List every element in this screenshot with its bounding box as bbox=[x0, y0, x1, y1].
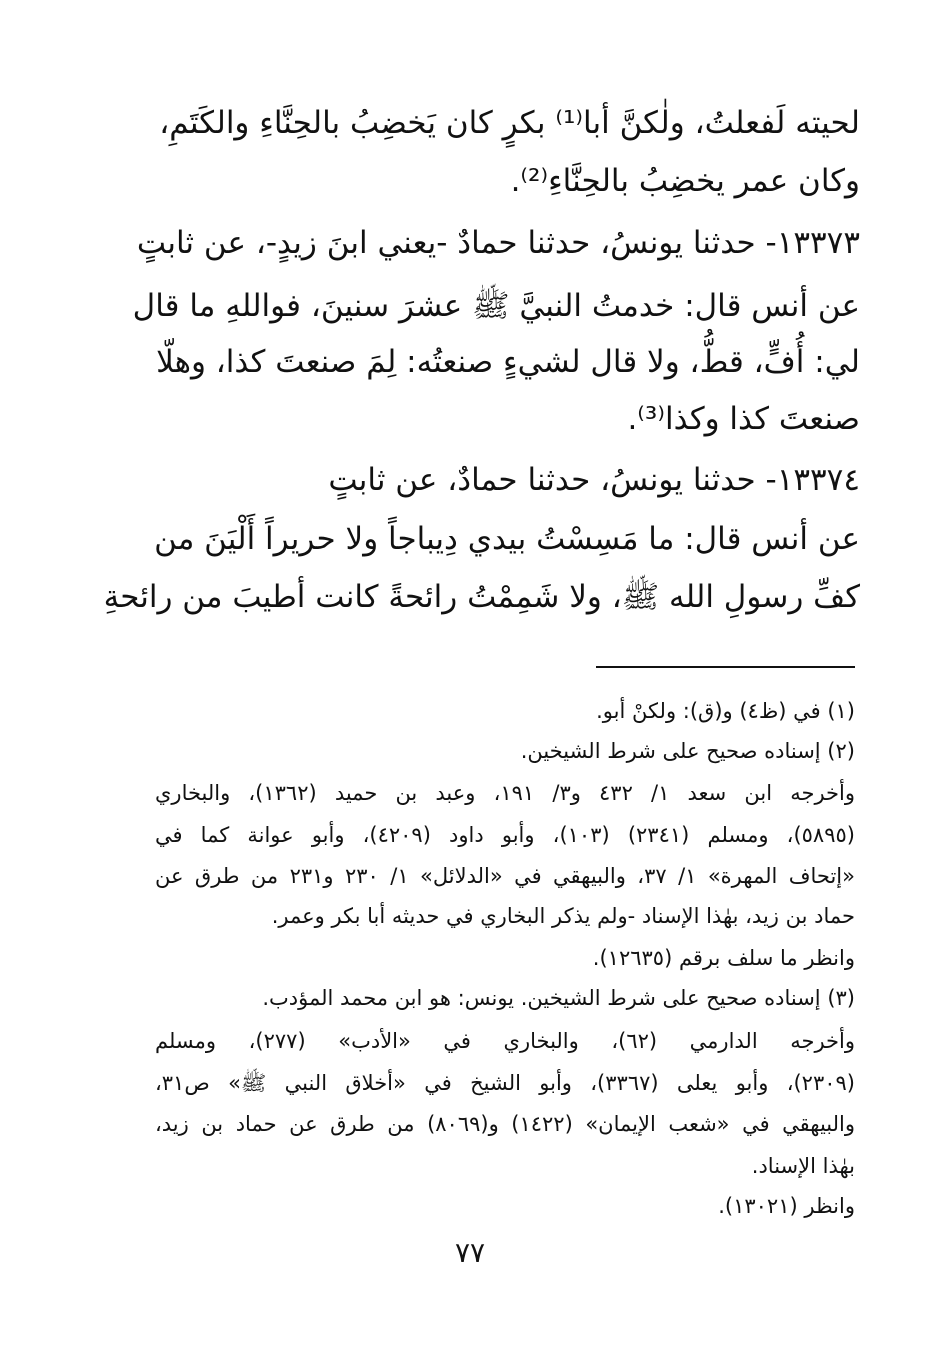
footnote-line: (٣) إسناده صحيح على شرط الشيخين. يونس: هو ابن محمد المؤدب. bbox=[262, 986, 855, 1010]
main-text-line: لحيته لَفعلتُ، ولٰكنَّ أبا⁽¹⁾ بكرٍ كان يَخضِبُ بالحِنَّاءِ والكَتَمِ، bbox=[159, 105, 860, 141]
footnote-line: (٢) إسناده صحيح على شرط الشيخين. bbox=[520, 739, 855, 763]
footnote-line: والبيهقي في «شعب الإيمان» (١٤٢٢) و(٨٠٦٩) من طرق عن حماد بن زيد، bbox=[155, 1112, 855, 1136]
footnote-separator bbox=[596, 666, 855, 668]
footnote-line: (١) في (ظ٤) و(ق): ولكنْ أبو. bbox=[596, 699, 855, 723]
footnote-line: «إتحاف المهرة» ١/ ٣٧، والبيهقي في «الدلائل» ١/ ٢٣٠ و٢٣١ من طرق عن bbox=[155, 864, 855, 888]
footnote-line: وانظر (١٣٠٢١). bbox=[718, 1194, 855, 1218]
main-text-line: صنعتَ كذا وكذا⁽³⁾. bbox=[627, 401, 860, 437]
main-text-line: وكان عمر يخضِبُ بالحِنَّاءِ⁽²⁾. bbox=[510, 163, 860, 199]
footnote-line: وأخرجه الدارمي (٦٢)، والبخاري في «الأدب» (٢٧٧)، ومسلم bbox=[155, 1029, 856, 1053]
footnote-line: وأخرجه ابن سعد ١/ ٤٣٢ و٣/ ١٩١، وعبد بن حميد (١٣٦٢)، والبخاري bbox=[155, 781, 855, 805]
main-text-line: عن أنس قال: ما مَسِسْتُ بيدي دِيباجاً ولا حريراً أَلْيَنَ من bbox=[154, 521, 860, 557]
page-number: ٧٧ bbox=[454, 1236, 486, 1269]
main-text-line: عن أنس قال: خدمتُ النبيَّ ﷺ عشرَ سنينَ، فواللهِ ما قال bbox=[132, 288, 860, 324]
hadith-heading: ١٣٣٧٣- حدثنا يونسُ، حدثنا حمادٌ -يعني ابنَ زيدٍ-، عن ثابتٍ bbox=[136, 225, 860, 261]
footnote-line: بهٰذا الإسناد. bbox=[751, 1154, 855, 1178]
footnote-line: (٥٨٩٥)، ومسلم (٢٣٤١) (١٠٣)، وأبو داود (٤٢٠٩)، وأبو عوانة كما في bbox=[155, 823, 855, 847]
hadith-heading: ١٣٣٧٤- حدثنا يونسُ، حدثنا حمادٌ، عن ثابتٍ bbox=[328, 462, 860, 498]
main-text-line: كفِّ رسولِ الله ﷺ، ولا شَمِمْتُ رائحةً كانت أطيبَ من رائحةِ bbox=[103, 579, 860, 615]
footnote-line: (٢٣٠٩)، وأبو يعلى (٣٣٦٧)، وأبو الشيخ في «أخلاق النبي ﷺ» ص٣١، bbox=[155, 1071, 855, 1095]
footnote-line: حماد بن زيد، بهٰذا الإسناد -ولم يذكر البخاري في حديثه أبا بكر وعمر. bbox=[271, 904, 855, 928]
footnote-line: وانظر ما سلف برقم (١٢٦٣٥). bbox=[592, 946, 855, 970]
main-text-line: لي: أُفٍّ، قطُّ، ولا قال لشيءٍ صنعتُه: لِمَ صنعتَ كذا، وهلّا bbox=[156, 344, 860, 380]
